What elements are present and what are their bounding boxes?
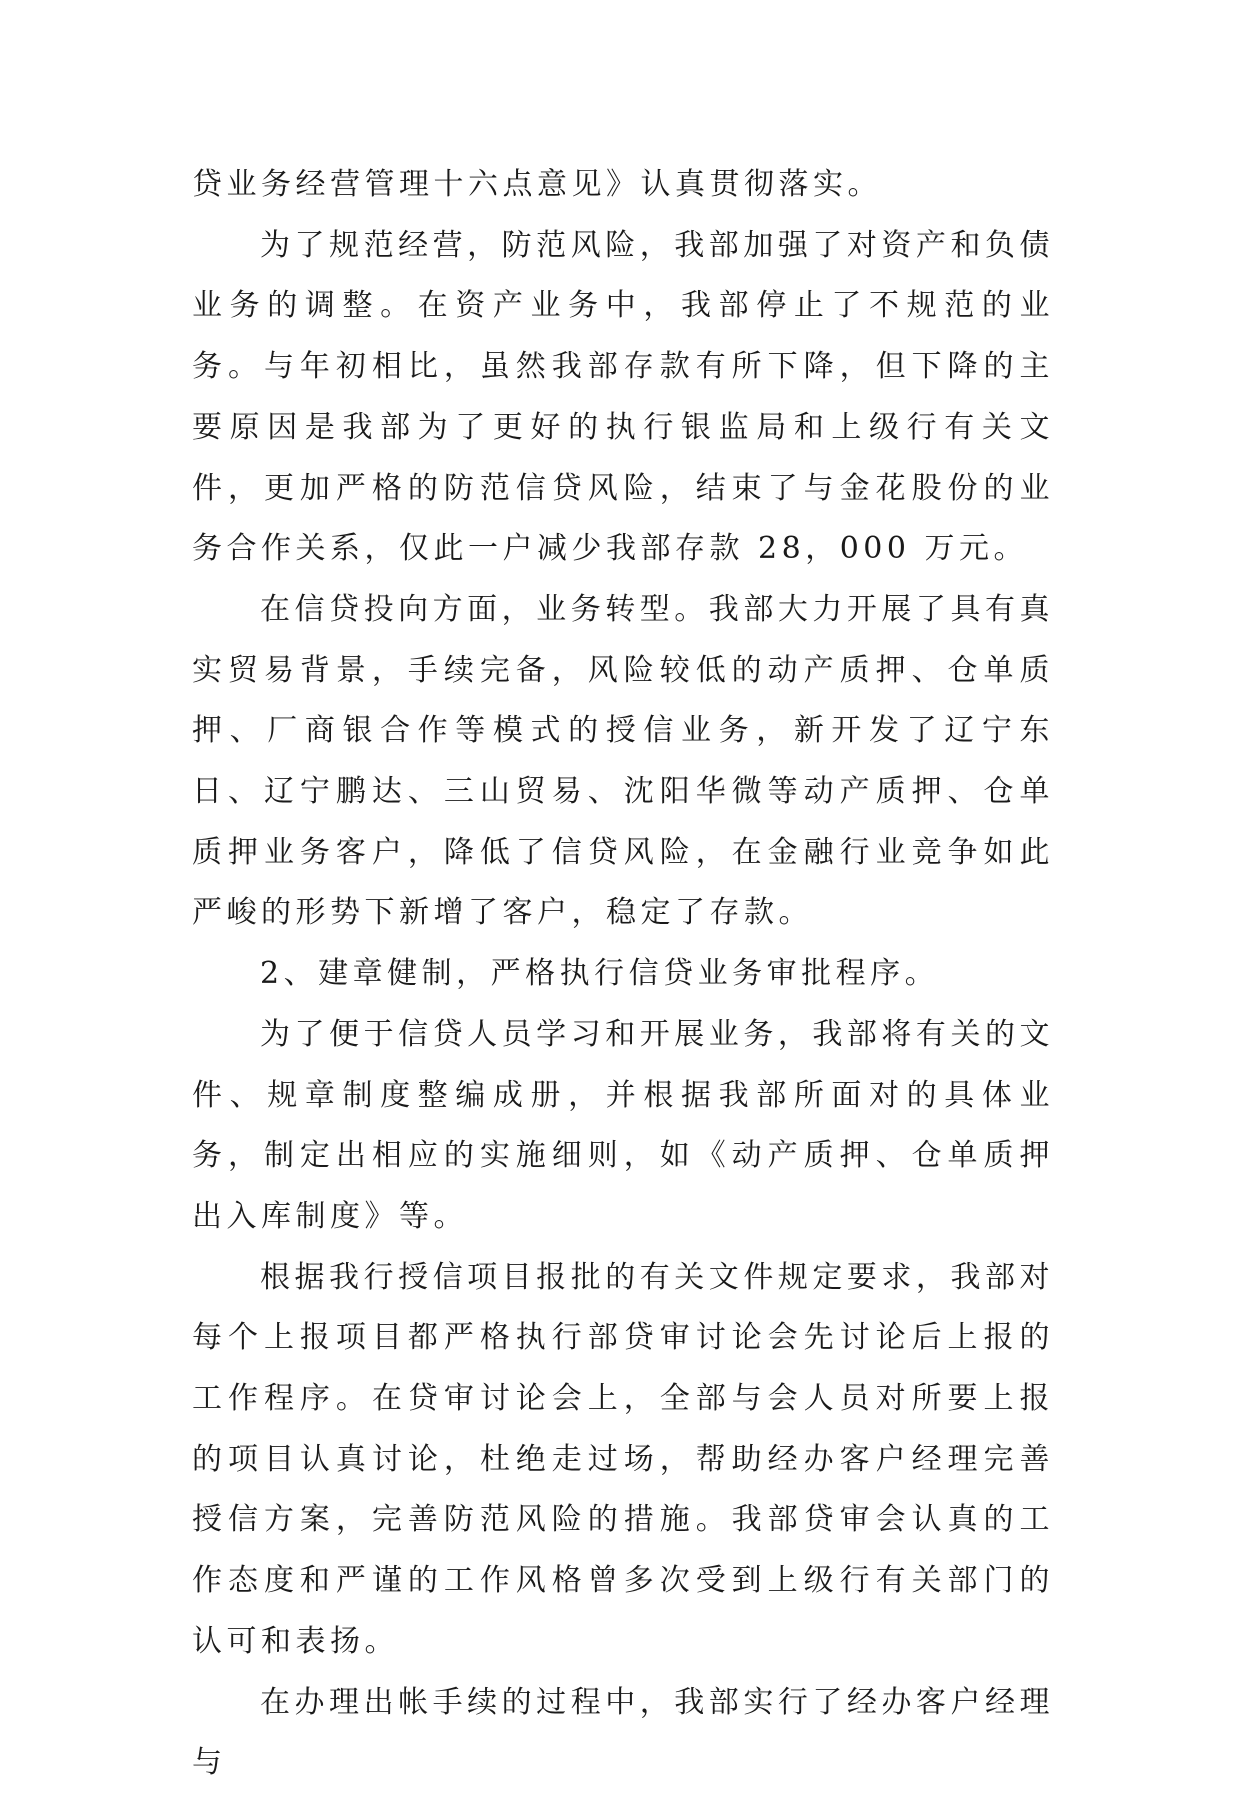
paragraph-7: 在办理出帐手续的过程中，我部实行了经办客户经理与	[192, 1684, 1054, 1781]
document-body	[192, 155, 1054, 1794]
paragraph-5: 为了便于信贷人员学习和开展业务，我部将有关的文件、规章制度整编成册，并根据我部所面对的具体业务，制定出相应的实施细则，如《动产质押、仓单质押出入库制度》等。	[192, 1016, 1054, 1234]
paragraph-3: 在信贷投向方面，业务转型。我部大力开展了具有真实贸易背景，手续完备，风险较低的动产质押、仓单质押、厂商银合作等模式的授信业务，新开发了辽宁东日、辽宁鹏达、三山贸易、沈阳华微等动产质押、仓单质押业务客户，降低了信贷风险，在金融行业竞争如此严峻的形势下新增了客户，稳定了存款。	[192, 591, 1054, 931]
paragraph-4-heading: 2、建章健制，严格执行信贷业务审批程序。	[260, 956, 940, 992]
paragraph-2: 为了规范经营，防范风险，我部加强了对资产和负债业务的调整。在资产业务中，我部停止了不规范的业务。与年初相比，虽然我部存款有所下降，但下降的主要原因是我部为了更好的执行银监局和上级行有关文件，更加严格的防范信贷风险，结束了与金花股份的业务合作关系，仅此一户减少我部存款 28，000 万元。	[192, 227, 1054, 567]
paragraph-6: 根据我行授信项目报批的有关文件规定要求，我部对每个上报项目都严格执行部贷审讨论会先讨论后上报的工作程序。在贷审讨论会上，全部与会人员对所要上报的项目认真讨论，杜绝走过场，帮助经办客户经理完善授信方案，完善防范风险的措施。我部贷审会认真的工作态度和严谨的工作风格曾多次受到上级行有关部门的认可和表扬。	[192, 1259, 1054, 1659]
paragraph-1: 贷业务经营管理十六点意见》认真贯彻落实。	[192, 167, 882, 202]
